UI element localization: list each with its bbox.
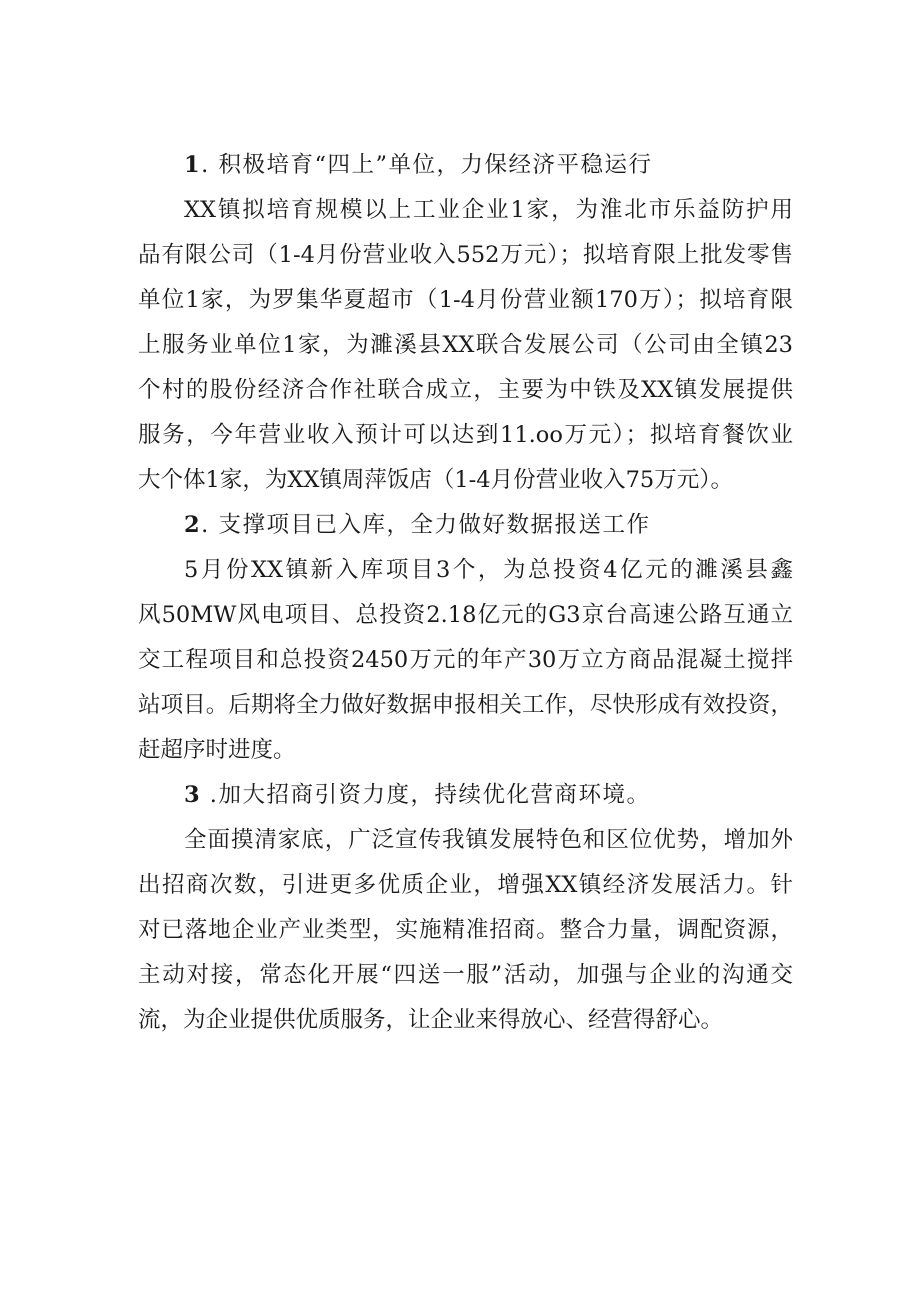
paragraph-line: 单位1家，为罗集华夏超市（1-4月份营业额170万）；拟培育限	[138, 287, 793, 313]
section-number: 3	[184, 782, 202, 808]
paragraph-line: 全面摸清家底，广泛宣传我镇发展特色和区位优势，增加外	[184, 827, 793, 853]
paragraph-line: 赶超序时进度。	[138, 737, 296, 763]
section-heading-1	[138, 143, 793, 188]
paragraph-line: 对已落地企业产业类型，实施精准招商。整合力量，调配资源，	[138, 917, 793, 943]
paragraph-line: 个村的股份经济合作社联合成立，主要为中铁及XX镇发展提供	[138, 377, 793, 403]
paragraph-line: 服务，今年营业收入预计可以达到11.oo万元）；拟培育餐饮业	[138, 422, 793, 448]
section-number: 1	[184, 152, 202, 178]
paragraph-line: 出招商次数，引进更多优质企业，增强XX镇经济发展活力。针	[138, 872, 793, 898]
section-number: 2	[184, 512, 202, 538]
paragraph-line: XX镇拟培育规模以上工业企业1家，为淮北市乐益防护用	[184, 197, 793, 223]
paragraph-line: 流，为企业提供优质服务，让企业来得放心、经营得舒心。	[138, 1007, 724, 1033]
paragraph-line: 主动对接，常态化开展“四送一服”活动，加强与企业的沟通交	[138, 962, 793, 988]
paragraph-line: 交工程项目和总投资2450万元的年产30万立方商品混凝土搅拌	[138, 647, 793, 673]
paragraph-line: 5月份XX镇新入库项目3个，为总投资4亿元的濉溪县鑫	[184, 557, 793, 583]
paragraph-line: 站项目。后期将全力做好数据申报相关工作，尽快形成有效投资，	[138, 692, 793, 718]
paragraph-line: 上服务业单位1家，为濉溪县XX联合发展公司（公司由全镇23	[138, 332, 793, 358]
section-title: .加大招商引资力度，持续优化营商环境。	[201, 782, 651, 808]
paragraph-line: 大个体1家，为XX镇周萍饭店（1-4月份营业收入75万元）。	[138, 467, 733, 493]
section-heading-2	[138, 503, 793, 548]
document-body	[138, 143, 793, 1043]
section-heading-3	[138, 773, 793, 818]
paragraph-line: 品有限公司（1-4月份营业收入552万元）；拟培育限上批发零售	[138, 242, 793, 268]
paragraph-line: 风50MW风电项目、总投资2.18亿元的G3京台高速公路互通立	[138, 602, 793, 628]
section-title: . 积极培育“四上”单位，力保经济平稳运行	[201, 152, 653, 178]
section-title: . 支撑项目已入库，全力做好数据报送工作	[201, 512, 651, 538]
